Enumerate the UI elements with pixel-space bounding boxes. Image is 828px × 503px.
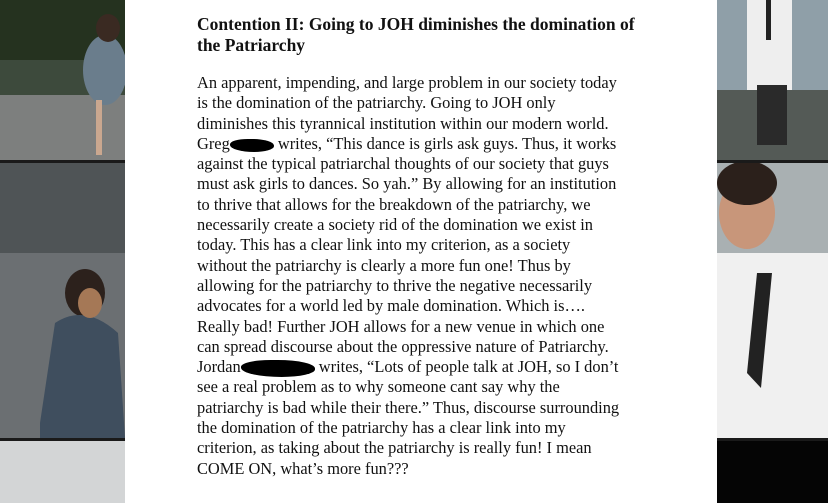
photo-top-left-image	[0, 0, 125, 160]
body-line: diminishes this tyrannical institution within our modern world.	[197, 113, 609, 133]
photo-mid-left-image	[0, 163, 125, 438]
body-line: is the domination of the patriarchy. Going to JOH only	[197, 93, 556, 113]
photo-bottom-right	[717, 441, 828, 503]
contention-body	[197, 73, 657, 479]
body-line: against the typical patriarchal thoughts of our society that guys	[197, 154, 609, 174]
body-line: An apparent, impending, and large problem in our society today	[197, 73, 617, 92]
photo-mid-left	[0, 163, 125, 438]
heading-line: Contention II: Going to JOH diminishes the domination of	[197, 14, 635, 34]
body-line: COME ON, what’s more fun???	[197, 458, 409, 478]
redaction-mark	[241, 360, 315, 377]
body-line: to thrive that allows for the breakdown of the patriarchy, we	[197, 194, 591, 214]
heading-line: the Patriarchy	[197, 35, 306, 55]
body-line: allowing for the patriarchy to thrive the negative necessarily	[197, 275, 593, 295]
body-line: see a real problem as to why someone cant say why the	[197, 377, 560, 397]
body-line: necessarily create a society rid of the domination we exist in	[197, 215, 593, 235]
body-line: criterion, as taking about the patriarchy is really fun! I mean	[197, 438, 592, 458]
quote-text: writes, “This dance is girls ask guys. Thus, it works	[273, 133, 617, 153]
body-line: the domination of the patriarchy has a clear link into my	[197, 418, 566, 438]
photo-mid-right	[717, 163, 828, 438]
contention-heading	[197, 14, 657, 56]
body-line: Really bad! Further JOH allows for a new venue in which one	[197, 316, 605, 336]
photo-bottom-left-image	[0, 441, 125, 503]
body-line-redacted	[197, 134, 657, 154]
quoted-name: Jordan	[197, 357, 241, 377]
quote-text: writes, “Lots of people talk at JOH, so I don’t	[314, 357, 619, 377]
quoted-name: Greg	[197, 133, 230, 153]
photo-top-right	[717, 0, 828, 160]
photo-bottom-right-image	[717, 441, 828, 503]
photo-mid-right-image	[717, 163, 828, 438]
photo-bottom-left	[0, 441, 125, 503]
document-page	[125, 0, 717, 503]
body-line: today. This has a clear link into my criterion, as a society	[197, 235, 571, 255]
body-line: without the patriarchy is clearly a more fun one! Thus by	[197, 255, 571, 275]
body-line: must ask girls to dances. So yah.” By allowing for an institution	[197, 174, 617, 194]
body-line: advocates for a world led by male domination. Which is….	[197, 296, 585, 316]
body-line-redacted	[197, 357, 657, 377]
photo-top-right-image	[717, 0, 828, 160]
body-line: can spread discourse about the oppressive nature of Patriarchy.	[197, 336, 609, 356]
photo-top-left	[0, 0, 125, 160]
body-line: patriarchy is bad while their there.” Thus, discourse surrounding	[197, 397, 620, 417]
redaction-mark	[230, 139, 274, 152]
